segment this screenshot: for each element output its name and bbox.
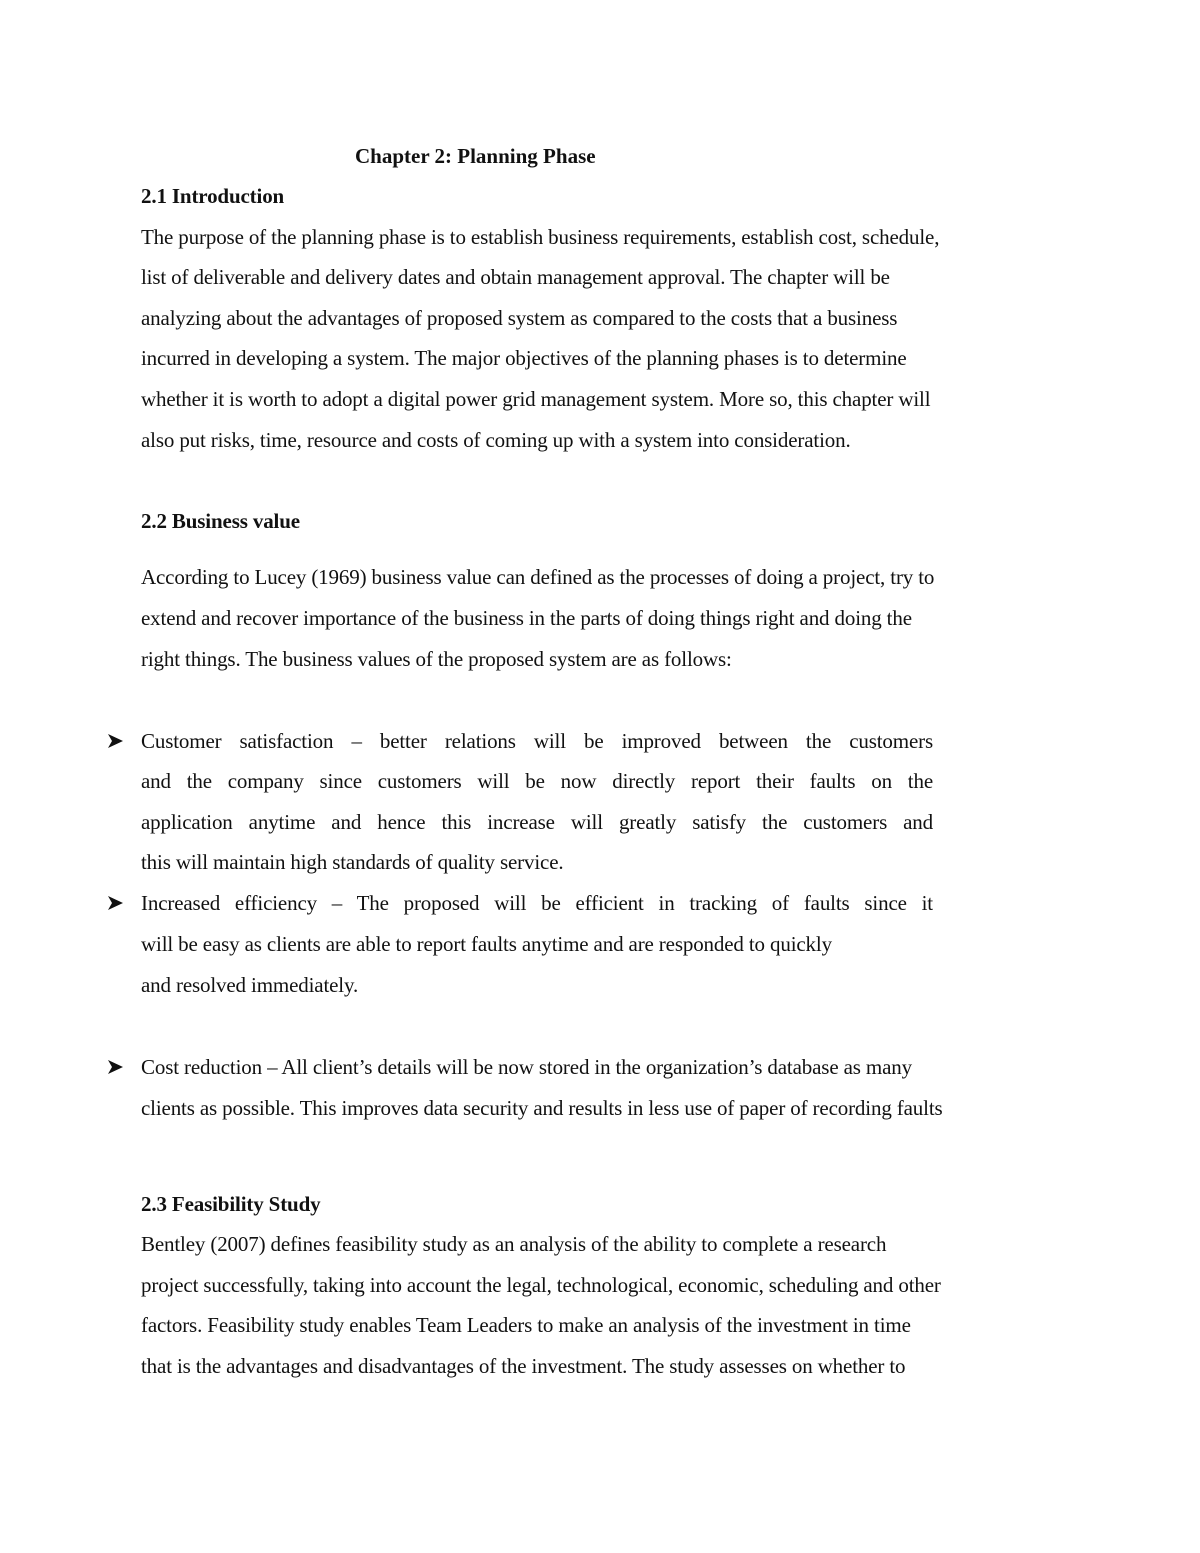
feasibility-paragraph-line: that is the advantages and disadvantages of the investment. The study assesses on whether to bbox=[141, 1354, 906, 1378]
intro-paragraph-line: whether it is worth to adopt a digital power grid management system. More so, this chapter will bbox=[141, 387, 931, 411]
feasibility-paragraph-line: factors. Feasibility study enables Team Leaders to make an analysis of the investment in time bbox=[141, 1313, 911, 1337]
feasibility-paragraph-line: project successfully, taking into account the legal, technological, economic, scheduling and other bbox=[141, 1273, 941, 1297]
arrowhead-bullet-icon bbox=[106, 727, 126, 755]
bullet-customer-satisfaction-line: application anytime and hence this increase will greatly satisfy the customers and bbox=[141, 810, 933, 834]
bullet-customer-satisfaction-line: Customer satisfaction – better relations will be improved between the customers bbox=[141, 729, 933, 753]
bullet-increased-efficiency-line: Increased efficiency – The proposed will be efficient in tracking of faults since it bbox=[141, 891, 933, 915]
feasibility-paragraph-line: Bentley (2007) defines feasibility study as an analysis of the ability to complete a research bbox=[141, 1232, 887, 1256]
section-heading-feasibility-study: 2.3 Feasibility Study bbox=[141, 1192, 321, 1216]
intro-paragraph-line: incurred in developing a system. The major objectives of the planning phases is to determine bbox=[141, 346, 907, 370]
bullet-increased-efficiency-line: and resolved immediately. bbox=[141, 973, 359, 997]
bullet-customer-satisfaction-line: this will maintain high standards of quality service. bbox=[141, 850, 564, 874]
bullet-cost-reduction-line: clients as possible. This improves data security and results in less use of paper of recording faults bbox=[141, 1096, 943, 1120]
business-value-paragraph-line: extend and recover importance of the business in the parts of doing things right and doing the bbox=[141, 606, 912, 630]
arrowhead-bullet-icon bbox=[106, 889, 126, 917]
arrowhead-bullet-icon bbox=[106, 1053, 126, 1081]
business-value-paragraph-line: right things. The business values of the proposed system are as follows: bbox=[141, 647, 732, 671]
bullet-cost-reduction-line: Cost reduction – All client’s details will be now stored in the organization’s database as many bbox=[141, 1055, 912, 1079]
business-value-paragraph-line: According to Lucey (1969) business value can defined as the processes of doing a project, try to bbox=[141, 565, 935, 589]
chapter-title: Chapter 2: Planning Phase bbox=[355, 144, 596, 168]
section-heading-introduction: 2.1 Introduction bbox=[141, 184, 285, 208]
intro-paragraph-line: The purpose of the planning phase is to establish business requirements, establish cost, schedule, bbox=[141, 225, 940, 249]
intro-paragraph-line: list of deliverable and delivery dates and obtain management approval. The chapter will be bbox=[141, 265, 890, 289]
bullet-increased-efficiency-line: will be easy as clients are able to report faults anytime and are responded to quickly bbox=[141, 932, 832, 956]
intro-paragraph-line: analyzing about the advantages of proposed system as compared to the costs that a business bbox=[141, 306, 898, 330]
bullet-customer-satisfaction-line: and the company since customers will be now directly report their faults on the bbox=[141, 769, 933, 793]
section-heading-business-value: 2.2 Business value bbox=[141, 509, 300, 533]
intro-paragraph-line: also put risks, time, resource and costs of coming up with a system into consideration. bbox=[141, 428, 851, 452]
